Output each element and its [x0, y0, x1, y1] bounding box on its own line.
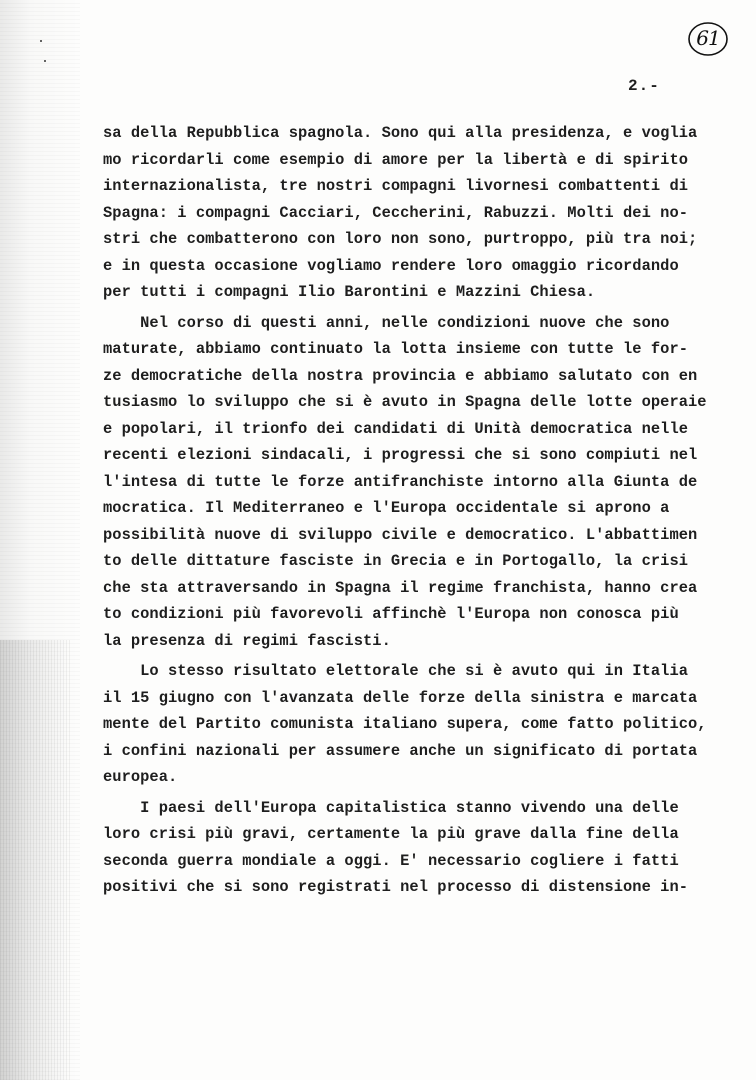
paragraph [103, 795, 703, 901]
text-line: Nel corso di questi anni, nelle condizioni nuove che sono [103, 313, 670, 332]
text-line: recenti elezioni sindacali, i progressi che si sono compiuti nel [103, 446, 698, 464]
text-line: tusiasmo lo sviluppo che si è avuto in Spagna delle lotte operaie [103, 393, 707, 411]
text-line: sa della Repubblica spagnola. Sono qui alla presidenza, e voglia [103, 124, 698, 142]
text-line: e in questa occasione vogliamo rendere loro omaggio ricordando [103, 256, 679, 275]
text-line: l'intesa di tutte le forze antifranchiste intorno alla Giunta de [103, 472, 698, 491]
text-line: to condizioni più favorevoli affinchè l'Europa non conosca più [103, 605, 679, 623]
text-line: mo ricordarli come esempio di amore per la libertà e di spirito [103, 150, 689, 169]
page-number: 2.- [628, 77, 660, 95]
text-line: che sta attraversando in Spagna il regime franchista, hanno crea [103, 578, 698, 597]
paragraph [103, 310, 707, 655]
text-line: il 15 giugno con l'avanzata delle forze della sinistra e marcata [103, 688, 698, 707]
text-line: mente del Partito comunista italiano supera, come fatto politico, [103, 715, 707, 733]
scan-edge-texture [0, 640, 70, 1080]
text-line: I paesi dell'Europa capitalistica stanno vivendo una delle [103, 798, 679, 817]
text-line: e popolari, il trionfo dei candidati di Unità democratica nelle [103, 419, 689, 438]
text-line: stri che combatterono con loro non sono, purtroppo, più tra noi; [103, 230, 698, 248]
text-line: maturate, abbiamo continuato la lotta insieme con tutte le for- [103, 340, 689, 358]
text-line: europea. [103, 768, 178, 786]
text-line: internazionalista, tre nostri compagni livornesi combattenti di [103, 177, 689, 195]
paragraph [103, 658, 707, 791]
text-line: possibilità nuove di sviluppo civile e democratico. L'abbattimen [103, 525, 698, 544]
paragraph [103, 120, 703, 306]
text-line: Spagna: i compagni Cacciari, Ceccherini, Rabuzzi. Molti dei no- [103, 203, 689, 222]
folio-number: 61 [696, 26, 720, 50]
text-line: mocratica. Il Mediterraneo e l'Europa occidentale si aprono a [103, 499, 670, 517]
text-line: per tutti i compagni Ilio Barontini e Mazzini Chiesa. [103, 283, 596, 301]
text-line: ze democratiche della nostra provincia e abbiamo salutato con en [103, 366, 698, 385]
text-line: loro crisi più gravi, certamente la più grave dalla fine della [103, 825, 679, 843]
text-line: la presenza di regimi fascisti. [103, 631, 391, 650]
text-line: Lo stesso risultato elettorale che si è avuto qui in Italia [103, 662, 689, 680]
text-line: i confini nazionali per assumere anche un significato di portata [103, 741, 698, 760]
scan-specks [40, 40, 50, 70]
text-line: seconda guerra mondiale a oggi. E' necessario cogliere i fatti [103, 851, 679, 870]
text-line: positivi che si sono registrati nel processo di distensione in- [103, 878, 689, 896]
text-line: to delle dittature fasciste in Grecia e in Portogallo, la crisi [103, 552, 689, 570]
folio-stamp [686, 20, 730, 58]
typed-text-body [103, 120, 707, 901]
